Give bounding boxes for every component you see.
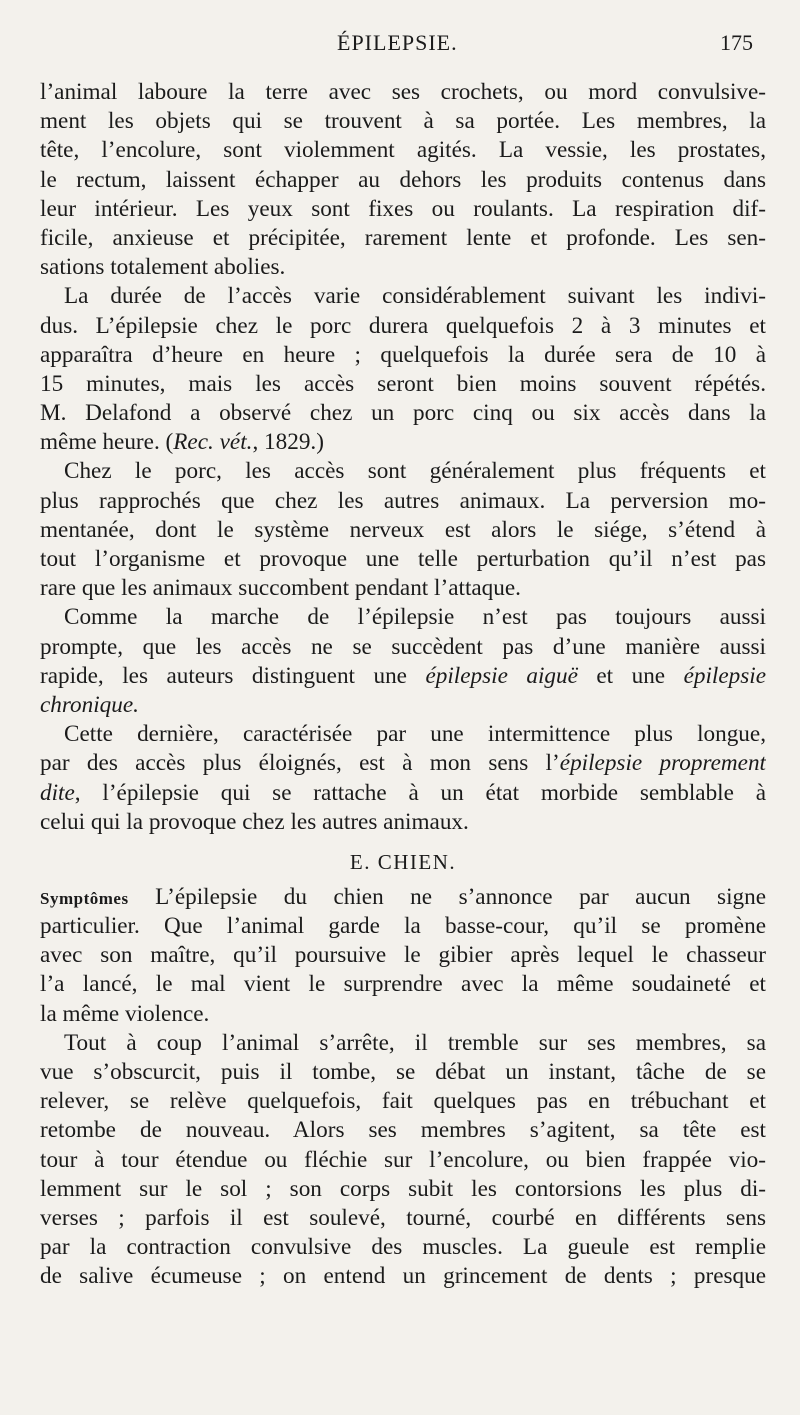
text-line: retombe de nouveau. Alors ses membres s’agitent, sa tête est: [40, 1117, 766, 1144]
text-line: plus rapprochés que chez les autres animaux. La perversion mo-: [40, 487, 766, 514]
text-line: La durée de l’accès varie considérablement suivant les indivi-: [64, 283, 766, 310]
text-run: par des accès plus éloignés, est à mon sens l’: [40, 750, 560, 777]
paragraph-pig-attacks: [40, 457, 766, 603]
text-line: particulier. Que l’animal garde la basse-cour, qu’il se promène: [40, 913, 766, 940]
term-italic: dite: [40, 779, 75, 806]
text-line: rare que les animaux succombent pendant l’attaque.: [40, 575, 521, 602]
paragraph-dog-seizure: [40, 1029, 766, 1292]
text-line: sations totalement abolies.: [40, 254, 286, 281]
text-line: la même violence.: [40, 1000, 210, 1027]
paragraph-attack-duration: [40, 282, 766, 457]
text-line: [40, 779, 766, 808]
text-run: L’épilepsie du chien ne s’annonce par aucun signe: [155, 883, 766, 910]
text-line: ficile, anxieuse et précipitée, rarement lente et profonde. Les sen-: [40, 224, 766, 251]
text-line: [40, 883, 766, 912]
text-line: mentanée, dont le système nerveux est alors le siége, s’étend à: [40, 516, 766, 543]
text-line: lemment sur le sol ; son corps subit les contorsions les plus di-: [40, 1175, 766, 1202]
text-line: prompte, que les accès ne se succèdent pas d’une manière aussi: [40, 633, 766, 660]
text-run: même heure. (: [40, 429, 174, 456]
text-line: Cette dernière, caractérisée par une intermittence plus longue,: [64, 721, 766, 748]
text-line: Comme la marche de l’épilepsie n’est pas toujours aussi: [64, 604, 766, 631]
text-line: leur intérieur. Les yeux sont fixes ou roulants. La respiration dif-: [40, 195, 766, 222]
text-line: relever, se relève quelquefois, fait quelques pas en trébuchant et: [40, 1088, 766, 1115]
running-title: ÉPILEPSIE.: [337, 30, 458, 55]
paragraph-epilepsy-proper: [40, 720, 766, 837]
text-line: M. Delafond a observé chez un porc cinq ou six accès dans la: [40, 400, 766, 427]
text-line: apparaîtra d’heure en heure ; quelquefois la durée sera de 10 à: [40, 341, 766, 368]
text-line: tout l’organisme et provoque une telle perturbation qu’il n’est pas: [40, 546, 766, 572]
citation-italic: Rec. vét.: [173, 429, 253, 456]
text-line: tour à tour étendue ou fléchie sur l’encolure, ou bien frappée vio-: [40, 1146, 766, 1173]
text-line: 15 minutes, mais les accès seront bien moins souvent répétés.: [40, 370, 766, 397]
section-heading: E. CHIEN.: [349, 849, 457, 874]
text-line: [40, 428, 766, 457]
text-line: celui qui la provoque chez les autres animaux.: [40, 808, 469, 835]
page-header: [0, 30, 800, 64]
text-line: le rectum, laissent échapper au dehors les produits contenus dans: [40, 166, 766, 193]
text-line: [40, 662, 766, 691]
text-run: , l’épilepsie qui se rattache à un état morbide semblable à: [74, 779, 766, 806]
text-line: ment les objets qui se trouvent à sa portée. Les membres, la: [40, 108, 766, 135]
text-line: [40, 749, 766, 778]
text-line: Chez le porc, les accès sont généralement plus fréquents et: [64, 458, 766, 485]
text-line: par la contraction convulsive des muscles. La gueule est remplie: [40, 1234, 766, 1261]
text-line: vue s’obscurcit, puis il tombe, se débat un instant, tâche de se: [40, 1059, 766, 1085]
paragraph-acute-chronic: [40, 603, 766, 720]
text-line: verses ; parfois il est soulevé, tourné, courbé en différents sens: [40, 1204, 766, 1231]
term-italic: épilepsie aiguë: [425, 662, 578, 689]
text-line: l’a lancé, le mal vient le surprendre avec la même soudaineté et: [40, 971, 766, 998]
term-italic: épilepsie: [683, 662, 766, 689]
page-number: 175: [720, 30, 753, 55]
paragraph-dog-symptoms: [40, 883, 766, 1029]
text-line: Tout à coup l’animal s’arrête, il tremble sur ses membres, sa: [64, 1029, 766, 1056]
text-line: chronique.: [40, 691, 139, 718]
term-italic: épilepsie proprement: [559, 750, 766, 777]
sidenote-label: Symptômes: [40, 888, 129, 908]
text-run: et une: [577, 662, 684, 689]
text-line: l’animal laboure la terre avec ses crochets, ou mord convulsive-: [40, 79, 766, 105]
text-line: avec son maître, qu’il poursuive le gibier après lequel le chasseur: [40, 942, 766, 969]
paragraph-continuation: [40, 78, 766, 282]
body-text: [40, 78, 766, 1292]
text-line: dus. L’épilepsie chez le porc durera quelquefois 2 à 3 minutes et: [40, 312, 766, 339]
text-line: de salive écumeuse ; on entend un grincement de dents ; presque: [40, 1263, 766, 1290]
text-run: , 1829.): [252, 429, 324, 456]
text-run: rapide, les auteurs distinguent une: [40, 662, 426, 689]
text-line: tête, l’encolure, sont violemment agités. La vessie, les prostates,: [40, 137, 766, 164]
